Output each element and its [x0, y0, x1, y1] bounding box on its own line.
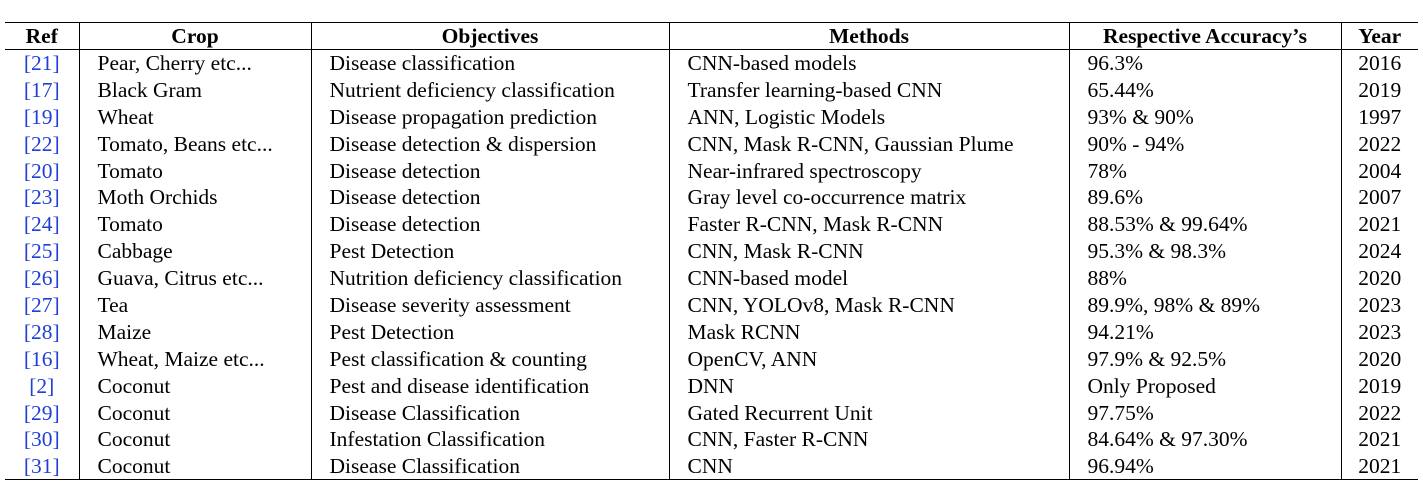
year-cell: 2021	[1341, 453, 1418, 480]
year-cell: 2007	[1341, 184, 1418, 211]
objective-cell: Disease severity assessment	[311, 292, 669, 319]
year-cell: 2019	[1341, 76, 1418, 103]
year-cell: 2021	[1341, 211, 1418, 238]
citation-link[interactable]: [17]	[23, 77, 60, 102]
method-cell: CNN, Mask R-CNN	[669, 238, 1069, 265]
ref-cell	[5, 318, 79, 345]
ref-cell	[5, 130, 79, 157]
ref-cell	[5, 399, 79, 426]
accuracy-cell: 96.3%	[1069, 50, 1341, 77]
crop-cell: Coconut	[79, 372, 311, 399]
objective-cell: Disease detection	[311, 184, 669, 211]
citation-link[interactable]: [28]	[23, 319, 60, 344]
crop-cell: Coconut	[79, 453, 311, 480]
year-cell: 2024	[1341, 238, 1418, 265]
header-year: Year	[1341, 23, 1418, 50]
method-cell: CNN, Mask R-CNN, Gaussian Plume	[669, 130, 1069, 157]
accuracy-cell: 89.9%, 98% & 89%	[1069, 292, 1341, 319]
table-body	[5, 50, 1418, 480]
ref-cell	[5, 292, 79, 319]
year-cell: 2022	[1341, 130, 1418, 157]
table-row	[5, 50, 1418, 77]
ref-cell	[5, 76, 79, 103]
table-row	[5, 453, 1418, 480]
year-cell: 2020	[1341, 265, 1418, 292]
citation-link[interactable]: [27]	[23, 292, 60, 317]
objective-cell: Pest Detection	[311, 238, 669, 265]
crop-cell: Tomato, Beans etc...	[79, 130, 311, 157]
method-cell: Gated Recurrent Unit	[669, 399, 1069, 426]
crop-cell: Coconut	[79, 426, 311, 453]
ref-cell	[5, 426, 79, 453]
accuracy-cell: 95.3% & 98.3%	[1069, 238, 1341, 265]
table-row	[5, 103, 1418, 130]
method-cell: CNN, Faster R-CNN	[669, 426, 1069, 453]
method-cell: OpenCV, ANN	[669, 345, 1069, 372]
method-cell: DNN	[669, 372, 1069, 399]
objective-cell: Disease propagation prediction	[311, 103, 669, 130]
crop-cell: Pear, Cherry etc...	[79, 50, 311, 77]
accuracy-cell: 96.94%	[1069, 453, 1341, 480]
ref-cell	[5, 265, 79, 292]
header-objectives: Objectives	[311, 23, 669, 50]
year-cell: 2023	[1341, 292, 1418, 319]
method-cell: Transfer learning-based CNN	[669, 76, 1069, 103]
table-row	[5, 238, 1418, 265]
citation-link[interactable]: [21]	[23, 51, 60, 76]
citation-link[interactable]: [23]	[23, 185, 60, 210]
year-cell: 2022	[1341, 399, 1418, 426]
citation-link[interactable]: [16]	[23, 346, 60, 371]
method-cell: ANN, Logistic Models	[669, 103, 1069, 130]
accuracy-cell: 88%	[1069, 265, 1341, 292]
method-cell: CNN, YOLOv8, Mask R-CNN	[669, 292, 1069, 319]
accuracy-cell: Only Proposed	[1069, 372, 1341, 399]
table-header-row	[5, 23, 1418, 50]
ref-cell	[5, 453, 79, 480]
table-row	[5, 130, 1418, 157]
table-row	[5, 184, 1418, 211]
ref-cell	[5, 184, 79, 211]
objective-cell: Pest and disease identification	[311, 372, 669, 399]
objective-cell: Disease classification	[311, 50, 669, 77]
method-cell: CNN-based models	[669, 50, 1069, 77]
table-row	[5, 157, 1418, 184]
objective-cell: Infestation Classification	[311, 426, 669, 453]
accuracy-cell: 93% & 90%	[1069, 103, 1341, 130]
citation-link[interactable]: [30]	[23, 427, 60, 452]
table-row	[5, 265, 1418, 292]
citation-link[interactable]: [24]	[23, 212, 60, 237]
table-row	[5, 345, 1418, 372]
year-cell: 2004	[1341, 157, 1418, 184]
ref-cell	[5, 50, 79, 77]
ref-cell	[5, 238, 79, 265]
crop-cell: Guava, Citrus etc...	[79, 265, 311, 292]
accuracy-cell: 84.64% & 97.30%	[1069, 426, 1341, 453]
crop-cell: Moth Orchids	[79, 184, 311, 211]
year-cell: 2023	[1341, 318, 1418, 345]
table-row	[5, 292, 1418, 319]
citation-link[interactable]: [25]	[23, 239, 60, 264]
crop-cell: Maize	[79, 318, 311, 345]
accuracy-cell: 88.53% & 99.64%	[1069, 211, 1341, 238]
citation-link[interactable]: [19]	[23, 104, 60, 129]
year-cell: 2019	[1341, 372, 1418, 399]
table-row	[5, 318, 1418, 345]
citation-link[interactable]: [26]	[23, 266, 60, 291]
year-cell: 2020	[1341, 345, 1418, 372]
crop-cell: Black Gram	[79, 76, 311, 103]
objective-cell: Disease detection	[311, 211, 669, 238]
accuracy-cell: 78%	[1069, 157, 1341, 184]
table-row	[5, 211, 1418, 238]
citation-link[interactable]: [2]	[29, 373, 55, 398]
crop-cell: Tea	[79, 292, 311, 319]
header-ref: Ref	[5, 23, 79, 50]
method-cell: CNN-based model	[669, 265, 1069, 292]
header-accuracy: Respective Accuracy’s	[1069, 23, 1341, 50]
objective-cell: Nutrition deficiency classification	[311, 265, 669, 292]
objective-cell: Disease detection & dispersion	[311, 130, 669, 157]
citation-link[interactable]: [29]	[23, 400, 60, 425]
ref-cell	[5, 345, 79, 372]
citation-link[interactable]: [31]	[23, 454, 60, 479]
accuracy-cell: 89.6%	[1069, 184, 1341, 211]
accuracy-cell: 97.75%	[1069, 399, 1341, 426]
header-methods: Methods	[669, 23, 1069, 50]
year-cell: 2021	[1341, 426, 1418, 453]
accuracy-cell: 65.44%	[1069, 76, 1341, 103]
method-cell: Faster R-CNN, Mask R-CNN	[669, 211, 1069, 238]
objective-cell: Pest Detection	[311, 318, 669, 345]
ref-cell	[5, 103, 79, 130]
table-row	[5, 426, 1418, 453]
method-cell: Mask RCNN	[669, 318, 1069, 345]
method-cell: CNN	[669, 453, 1069, 480]
ref-cell	[5, 157, 79, 184]
accuracy-cell: 97.9% & 92.5%	[1069, 345, 1341, 372]
crop-cell: Coconut	[79, 399, 311, 426]
objective-cell: Nutrient deficiency classification	[311, 76, 669, 103]
crop-cell: Wheat	[79, 103, 311, 130]
literature-comparison-table	[5, 22, 1418, 480]
objective-cell: Disease Classification	[311, 453, 669, 480]
year-cell: 2016	[1341, 50, 1418, 77]
citation-link[interactable]: [20]	[23, 158, 60, 183]
crop-cell: Tomato	[79, 211, 311, 238]
citation-link[interactable]: [22]	[23, 131, 60, 156]
ref-cell	[5, 211, 79, 238]
table-row	[5, 372, 1418, 399]
crop-cell: Wheat, Maize etc...	[79, 345, 311, 372]
crop-cell: Cabbage	[79, 238, 311, 265]
accuracy-cell: 90% - 94%	[1069, 130, 1341, 157]
table-row	[5, 399, 1418, 426]
accuracy-cell: 94.21%	[1069, 318, 1341, 345]
objective-cell: Pest classification & counting	[311, 345, 669, 372]
ref-cell	[5, 372, 79, 399]
method-cell: Gray level co-occurrence matrix	[669, 184, 1069, 211]
crop-cell: Tomato	[79, 157, 311, 184]
table-row	[5, 76, 1418, 103]
objective-cell: Disease detection	[311, 157, 669, 184]
header-crop: Crop	[79, 23, 311, 50]
objective-cell: Disease Classification	[311, 399, 669, 426]
method-cell: Near-infrared spectroscopy	[669, 157, 1069, 184]
year-cell: 1997	[1341, 103, 1418, 130]
